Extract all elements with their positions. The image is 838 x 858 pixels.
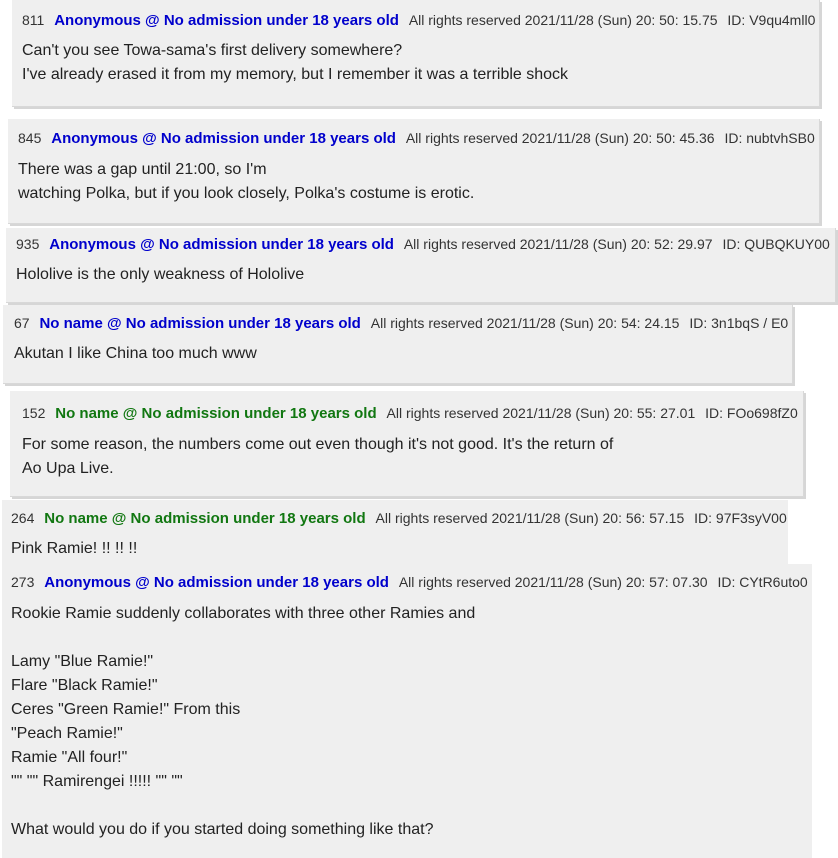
post-line-blank — [11, 794, 475, 818]
post-number[interactable]: 152 — [22, 405, 46, 421]
post-body — [11, 602, 475, 842]
poster-id[interactable]: ID: CYtR6uto0 — [717, 574, 808, 590]
post-line: Pink Ramie! !! !! !! — [11, 540, 138, 557]
post-line: Lamy "Blue Ramie!" — [11, 653, 154, 670]
poster-id[interactable]: ID: FOo698fZ0 — [705, 405, 798, 421]
post-date: All rights reserved 2021/11/28 (Sun) 20: 52: 29.97 — [403, 236, 713, 252]
post-header — [16, 235, 830, 254]
post-number[interactable]: 264 — [11, 510, 35, 526]
poster-name[interactable]: Anonymous @ No admission under 18 years old — [49, 236, 394, 253]
post-body — [22, 433, 613, 481]
post-line-blank — [11, 626, 475, 650]
post-body — [18, 158, 474, 206]
post-line: Can't you see Towa-sama's first delivery somewhere? — [22, 42, 403, 59]
post-line: Hololive is the only weakness of Hololive — [16, 266, 305, 283]
post-date: All rights reserved 2021/11/28 (Sun) 20: 54: 24.15 — [370, 315, 680, 331]
post-date: All rights reserved 2021/11/28 (Sun) 20: 57: 07.30 — [398, 574, 708, 590]
poster-name[interactable]: No name @ No admission under 18 years old — [39, 315, 361, 332]
post-body — [11, 537, 137, 561]
post-header — [22, 11, 815, 30]
post-264 — [2, 500, 788, 564]
post-line: watching Polka, but if you look closely, Polka's costume is erotic. — [18, 185, 475, 202]
poster-id[interactable]: ID: QUBQKUY00 — [722, 236, 830, 252]
post-line: For some reason, the numbers come out even though it's not good. It's the return of — [22, 436, 614, 453]
poster-name[interactable]: Anonymous @ No admission under 18 years old — [54, 12, 399, 29]
post-line: I've already erased it from my memory, but I remember it was a terrible shock — [22, 66, 569, 83]
poster-id[interactable]: ID: V9qu4mll0 — [727, 12, 816, 28]
post-header — [14, 314, 788, 333]
post-273 — [2, 564, 812, 858]
poster-name[interactable]: Anonymous @ No admission under 18 years old — [44, 574, 389, 591]
post-header — [11, 573, 808, 592]
post-header — [18, 129, 815, 148]
poster-id[interactable]: ID: 3n1bqS / E0 — [689, 315, 789, 331]
post-line: "Peach Ramie!" — [11, 725, 123, 742]
post-935 — [6, 228, 836, 303]
post-header — [11, 509, 787, 528]
post-line: Ceres "Green Ramie!" From this — [11, 701, 241, 718]
post-67 — [3, 305, 793, 384]
post-line: Ramie "All four!" — [11, 749, 128, 766]
poster-name[interactable]: No name @ No admission under 18 years old — [55, 405, 377, 422]
post-body — [16, 263, 304, 287]
post-date: All rights reserved 2021/11/28 (Sun) 20: 50: 15.75 — [408, 12, 718, 28]
poster-name[interactable]: Anonymous @ No admission under 18 years old — [51, 130, 396, 147]
post-number[interactable]: 845 — [18, 130, 42, 146]
poster-id[interactable]: ID: nubtvhSB0 — [724, 130, 815, 146]
post-number[interactable]: 67 — [14, 315, 30, 331]
post-line: Rookie Ramie suddenly collaborates with three other Ramies and — [11, 605, 476, 622]
post-number[interactable]: 811 — [22, 12, 45, 28]
post-line: Flare "Black Ramie!" — [11, 677, 158, 694]
post-152 — [10, 391, 804, 497]
post-date: All rights reserved 2021/11/28 (Sun) 20: 55: 27.01 — [386, 405, 696, 421]
post-811 — [12, 0, 820, 107]
post-body — [14, 342, 257, 366]
post-line: What would you do if you started doing something like that? — [11, 821, 434, 838]
post-date: All rights reserved 2021/11/28 (Sun) 20: 56: 57.15 — [375, 510, 685, 526]
post-line: Ao Upa Live. — [22, 460, 114, 477]
post-date: All rights reserved 2021/11/28 (Sun) 20: 50: 45.36 — [405, 130, 715, 146]
post-line: Akutan I like China too much www — [14, 345, 257, 362]
post-body — [22, 39, 568, 87]
post-number[interactable]: 273 — [11, 574, 35, 590]
post-number[interactable]: 935 — [16, 236, 40, 252]
poster-id[interactable]: ID: 97F3syV00 — [694, 510, 787, 526]
post-line: "" "" Ramirengei !!!!! "" "" — [11, 773, 183, 790]
post-header — [22, 404, 798, 423]
post-line: There was a gap until 21:00, so I'm — [18, 161, 267, 178]
post-845 — [8, 119, 820, 224]
poster-name[interactable]: No name @ No admission under 18 years old — [44, 510, 366, 527]
